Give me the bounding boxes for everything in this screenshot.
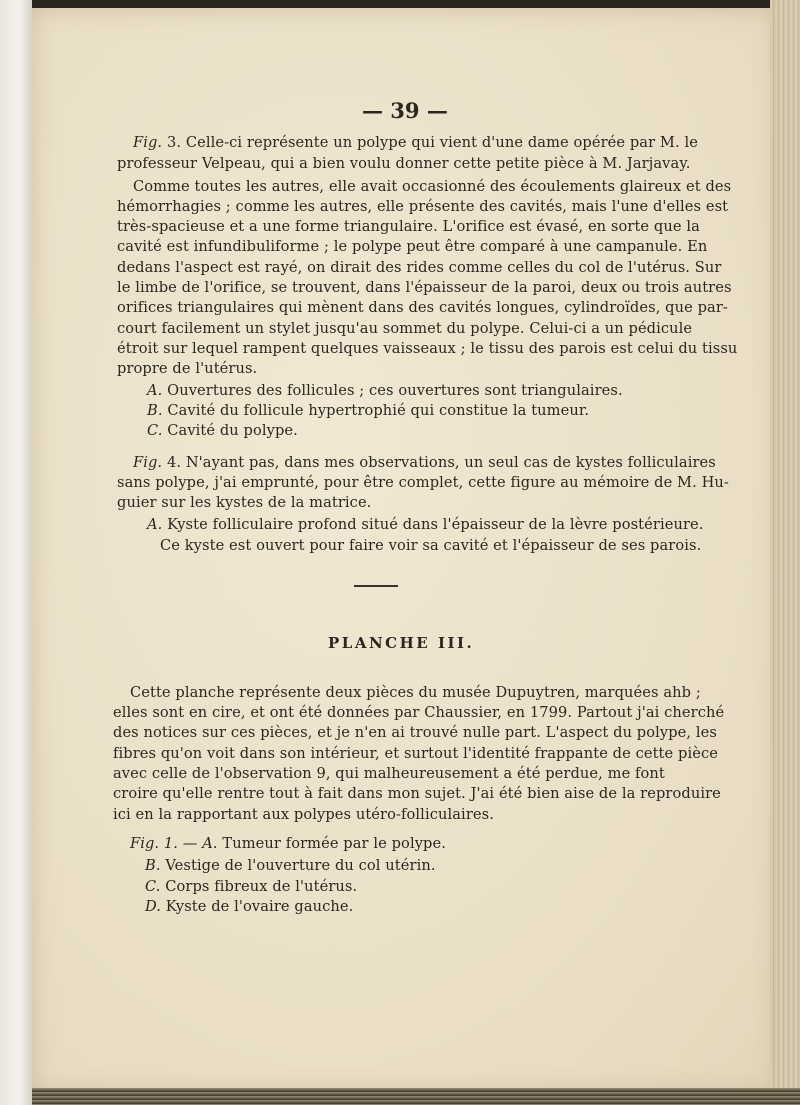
fig4-item-a-text: Kyste folliculaire profond situé dans l'épaisseur de la lèvre postérieure. xyxy=(167,516,704,533)
fig3-item-c-text: Cavité du polype. xyxy=(167,422,298,439)
fig3-text-1: Celle-ci représente un polype qui vient d'une dame opérée par M. le xyxy=(185,134,698,151)
fig3-item-a xyxy=(147,381,623,401)
fig4-line-2: sans polype, j'ai emprunté, pour être complet, cette figure au mémoire de M. Hu- xyxy=(117,474,729,491)
planche-item-b-text: Vestige de l'ouverture du col utérin. xyxy=(165,857,436,874)
fig3-item-b xyxy=(147,401,589,421)
para1-line-6: le limbe de l'orifice, se trouvent, dans l'épaisseur de la paroi, deux ou trois autres xyxy=(117,279,732,296)
fig3-item-a-text: Ouvertures des follicules ; ces ouvertures sont triangulaires. xyxy=(167,382,623,399)
fig3-item-b-letter: B. xyxy=(147,402,163,419)
para2-line-2: elles sont en cire, et ont été données par Chaussier, en 1799. Partout j'ai cherché xyxy=(113,704,725,721)
para1-line-7: orifices triangulaires qui mènent dans des cavités longues, cylindroïdes, que par- xyxy=(117,299,728,316)
fig4-line-1 xyxy=(133,453,716,473)
para2-line-1: Cette planche représente deux pièces du musée Dupuytren, marquées ahb ; xyxy=(130,684,701,701)
planche-item-a xyxy=(130,834,446,854)
fig3-number: 3. xyxy=(166,134,182,151)
fig4-label: Fig. xyxy=(133,454,163,471)
fig4-item-a xyxy=(147,515,704,535)
section-divider xyxy=(354,585,398,587)
para1-line-8: court facilement un stylet jusqu'au sommet du polype. Celui-ci a un pédicule xyxy=(117,320,693,337)
fig3-item-c-letter: C. xyxy=(147,422,163,439)
planche-item-c xyxy=(145,877,357,897)
para1-line-5: dedans l'aspect est rayé, on dirait des rides comme celles du col de l'utérus. Sur xyxy=(117,259,722,276)
para1-line-2: hémorrhagies ; comme les autres, elle présente des cavités, mais l'une d'elles est xyxy=(117,198,729,215)
fig4-item-note: Ce kyste est ouvert pour faire voir sa cavité et l'épaisseur de ses parois. xyxy=(160,537,702,554)
fig4-number: 4. xyxy=(166,454,182,471)
planche-item-a-letter: A. xyxy=(202,835,218,852)
fig3-line-1 xyxy=(133,133,698,153)
planche-item-d-letter: D. xyxy=(145,898,162,915)
para1-line-3: très-spacieuse et a une forme triangulaire. L'orifice est évasé, en sorte que la xyxy=(117,218,700,235)
para1-line-1: Comme toutes les autres, elle avait occasionné des écoulements glaireux et des xyxy=(133,178,732,195)
fig3-item-b-text: Cavité du follicule hypertrophié qui constitue la tumeur. xyxy=(167,402,590,419)
right-page-edges xyxy=(770,0,800,1105)
section-heading: PLANCHE III. xyxy=(328,634,475,652)
fig4-item-a-letter: A. xyxy=(147,516,163,533)
bottom-page-edges xyxy=(32,1088,800,1105)
planche-item-c-text: Corps fibreux de l'utérus. xyxy=(165,878,358,895)
para2-line-6: croire qu'elle rentre tout à fait dans mon sujet. J'ai été bien aise de la reproduire xyxy=(113,785,721,802)
fig4-text-1: N'ayant pas, dans mes observations, un seul cas de kystes folliculaires xyxy=(185,454,716,471)
fig3-item-c xyxy=(147,421,298,441)
planche-item-b xyxy=(145,856,436,876)
para1-line-9: étroit sur lequel rampent quelques vaisseaux ; le tissu des parois est celui du tissu xyxy=(117,340,738,357)
page-number: — 39 — xyxy=(362,98,448,123)
planche-item-a-prefix: Fig. 1. — xyxy=(130,835,198,852)
planche-item-b-letter: B. xyxy=(145,857,161,874)
fig3-line-2: professeur Velpeau, qui a bien voulu donner cette petite pièce à M. Jarjavay. xyxy=(117,155,691,172)
planche-item-a-text: Tumeur formée par le polype. xyxy=(222,835,446,852)
para2-line-4: fibres qu'on voit dans son intérieur, et surtout l'identité frappante de cette pièce xyxy=(113,745,718,762)
para1-line-4: cavité est infundibuliforme ; le polype peut être comparé à une campanule. En xyxy=(117,238,708,255)
fig3-label: Fig. xyxy=(133,134,163,151)
para2-line-5: avec celle de l'observation 9, qui malheureusement a été perdue, me font xyxy=(113,765,665,782)
para1-line-10: propre de l'utérus. xyxy=(117,360,258,377)
planche-item-d xyxy=(145,897,353,917)
left-book-edge xyxy=(0,0,32,1105)
planche-item-d-text: Kyste de l'ovaire gauche. xyxy=(165,898,354,915)
para2-line-7: ici en la rapportant aux polypes utéro-folliculaires. xyxy=(113,806,494,823)
para2-line-3: des notices sur ces pièces, et je n'en ai trouvé nulle part. L'aspect du polype, les xyxy=(113,724,717,741)
fig4-line-3: guier sur les kystes de la matrice. xyxy=(117,494,372,511)
fig3-item-a-letter: A. xyxy=(147,382,163,399)
planche-item-c-letter: C. xyxy=(145,878,161,895)
